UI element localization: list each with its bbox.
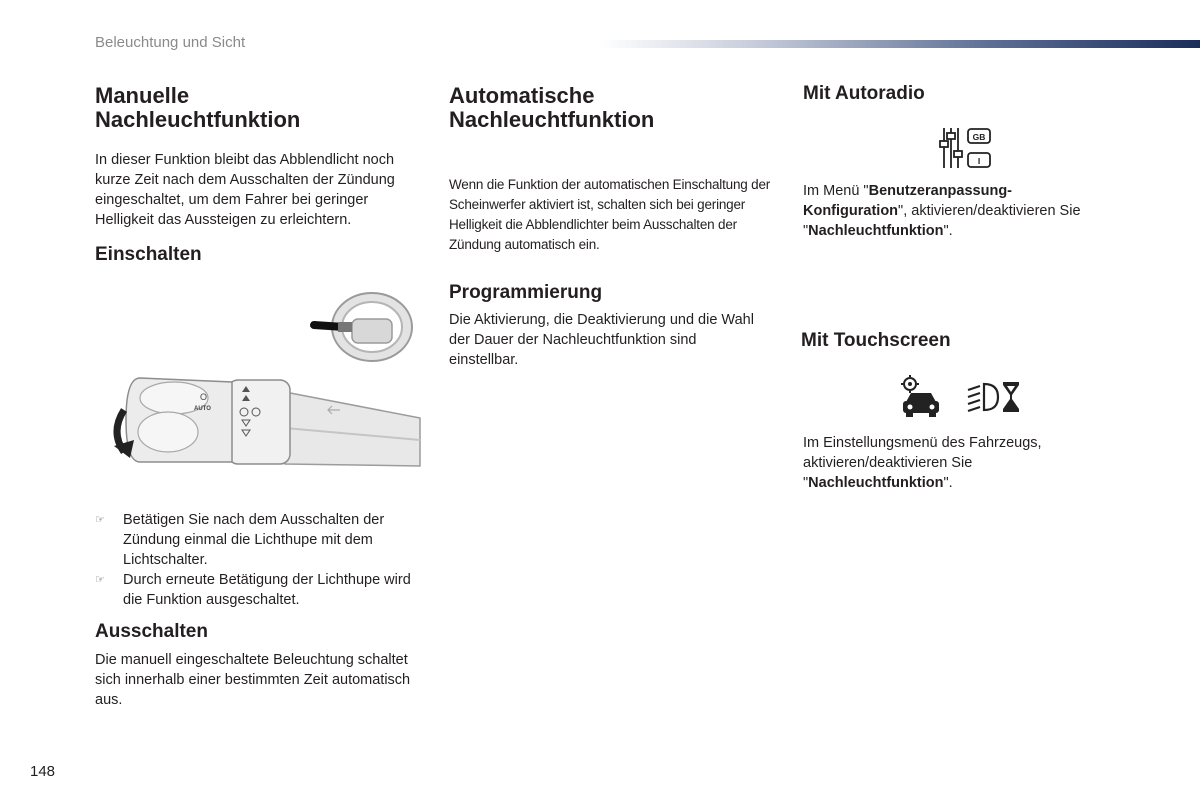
steering-wheel-illustration	[300, 285, 420, 375]
manual-intro-text: In dieser Funktion bleibt das Abblendlicht noch kurze Zeit nach dem Ausschalten der Zündung eingeschaltet, um dem Fahrer bei geringer Helligkeit das Aussteigen zu erleichtern.	[95, 152, 395, 228]
step-text: Betätigen Sie nach dem Ausschalten der Zündung einmal die Lichthupe mit dem Lichtschalter.	[123, 512, 385, 568]
i-label: I	[977, 156, 981, 166]
autoradio-text-part: ".	[943, 223, 953, 239]
einschalten-heading: Einschalten	[95, 244, 202, 265]
menu-name: Benutzeranpassung-Konfiguration	[803, 183, 1013, 219]
light-stalk-illustration	[110, 370, 422, 480]
automatic-intro-text: Wenn die Funktion der automatischen Einschaltung der Scheinwerfer aktiviert ist, schalten sich bei geringer Helligkeit die Abblendlichter beim Ausschalten der Zündung automatisch ein.	[449, 177, 771, 252]
step-text: Durch erneute Betätigung der Lichthupe wird die Funktion ausgeschaltet.	[123, 572, 411, 608]
manual-section-title: Manuelle Nachleuchtfunktion	[95, 83, 301, 132]
touchscreen-text-part: Im Einstellungsmenü des Fahrzeugs, aktivieren/deaktivieren Sie "	[803, 435, 1042, 491]
programmierung-heading: Programmierung	[449, 282, 603, 303]
ausschalten-heading: Ausschalten	[95, 621, 208, 642]
headlamp-timer-icon	[966, 380, 1022, 414]
autoradio-text-part: ", aktivieren/deaktivieren Sie "	[803, 203, 1081, 239]
pointing-hand-icon: ☞	[95, 574, 105, 586]
chapter-title: Beleuchtung und Sicht	[95, 34, 246, 51]
function-name: Nachleuchtfunktion	[808, 223, 944, 239]
header-gradient-bar	[600, 40, 1200, 48]
ausschalten-text: Die manuell eingeschaltete Beleuchtung schaltet sich innerhalb einer bestimmten Zeit automatisch aus.	[95, 652, 411, 708]
automatic-section-title: Automatische Nachleuchtfunktion	[449, 83, 655, 132]
touchscreen-heading: Mit Touchscreen	[801, 330, 951, 351]
stalk-auto-label: AUTO	[194, 406, 211, 412]
programmierung-text: Die Aktivierung, die Deaktivierung und die Wahl der Dauer der Nachleuchtfunktion sind einstellbar.	[449, 312, 754, 368]
autoradio-text	[803, 181, 1113, 241]
list-item	[95, 510, 415, 570]
stalk-o-label: O	[200, 392, 208, 402]
autoradio-heading: Mit Autoradio	[803, 83, 925, 104]
autoradio-text-part: Im Menü "	[803, 183, 869, 199]
pointing-hand-icon: ☞	[95, 514, 105, 526]
touchscreen-text-part: ".	[943, 475, 953, 491]
page-number: 148	[30, 763, 56, 780]
activation-steps	[95, 510, 415, 610]
gb-label: GB	[972, 132, 986, 142]
list-item	[95, 570, 415, 610]
function-name: Nachleuchtfunktion	[808, 475, 944, 491]
vehicle-settings-icon	[898, 374, 944, 420]
audio-settings-icon	[938, 125, 994, 171]
touchscreen-text	[803, 433, 1113, 493]
